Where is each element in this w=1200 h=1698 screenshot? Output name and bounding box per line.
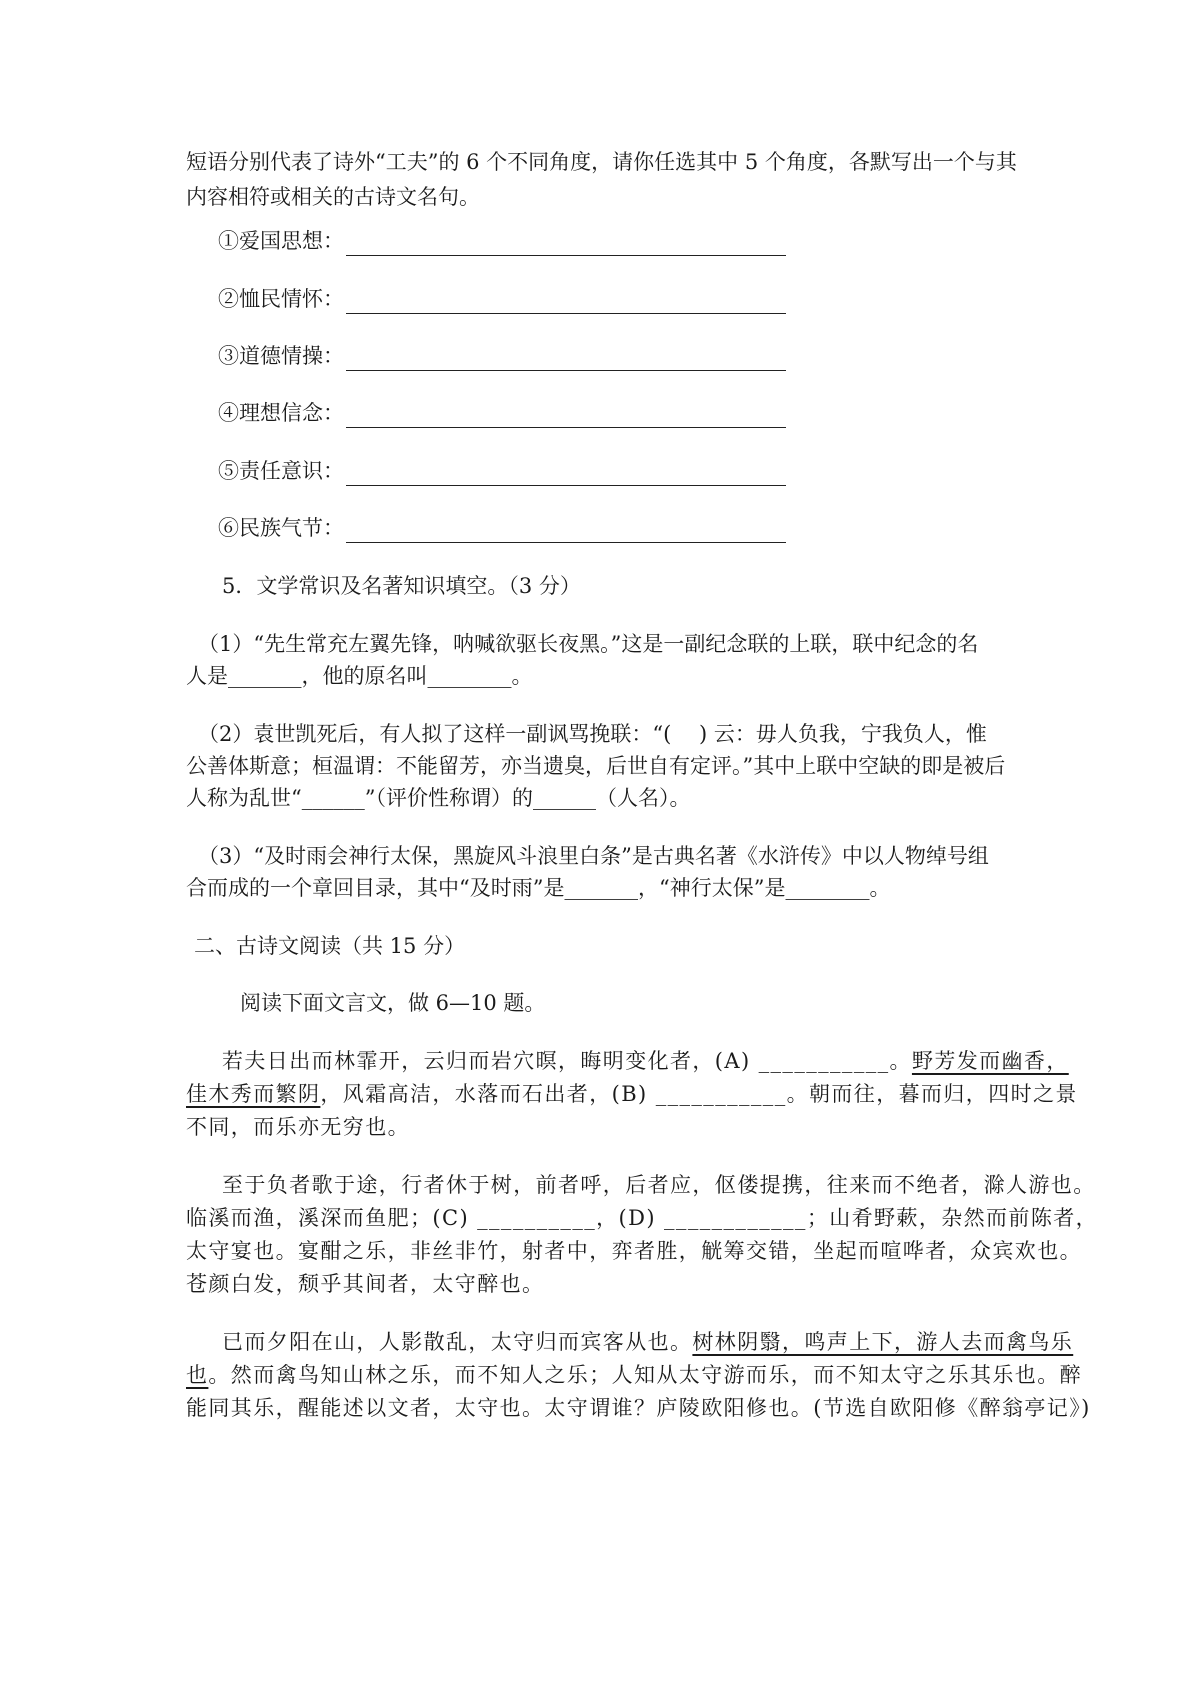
intro-line-2: 内容相符或相关的古诗文名句。 bbox=[186, 185, 480, 209]
passage-para3-line3: 能同其乐，醒能述以文者，太守也。太守谓谁？庐陵欧阳修也。(节选自欧阳修《醉翁亭记》) bbox=[186, 1396, 1091, 1420]
question-5-title: 5．文学常识及名著知识填空。（3 分） bbox=[222, 574, 581, 598]
passage-para2-line1: 至于负者歌于途，行者休于树，前者呼，后者应，伛偻提携，往来而不绝者，滁人游也。 bbox=[222, 1173, 1096, 1197]
passage-para2-line4: 苍颜白发，颓乎其间者，太守醉也。 bbox=[186, 1272, 545, 1296]
passage-para1-line3: 不同，而乐亦无穷也。 bbox=[186, 1115, 410, 1139]
section-2-heading: 二、古诗文阅读（共 15 分） bbox=[194, 934, 466, 958]
fill-item-compassion bbox=[218, 284, 786, 314]
passage-para3-line2 bbox=[186, 1360, 1082, 1390]
q5-part2-line3: 人称为乱世“______”（评价性称谓）的______（人名）。 bbox=[186, 786, 691, 810]
fill-item-label: ②恤民情怀： bbox=[218, 287, 344, 311]
answer-blank[interactable] bbox=[346, 520, 786, 543]
fill-item-ideals bbox=[218, 398, 786, 428]
q5-part1-line2: 人是_______，他的原名叫________。 bbox=[186, 664, 533, 688]
passage-para1-line2 bbox=[186, 1079, 1078, 1109]
passage-para1-line1 bbox=[222, 1046, 1069, 1076]
answer-blank[interactable] bbox=[346, 405, 786, 428]
underlined-text: 也 bbox=[186, 1363, 209, 1387]
fill-item-label: ①爱国思想： bbox=[218, 229, 344, 253]
fill-item-integrity bbox=[218, 513, 786, 543]
underlined-text: 野芳发而幽香， bbox=[911, 1049, 1069, 1073]
q5-part2-line2: 公善体斯意；桓温谓：不能留芳，亦当遗臭，后世自有定评。”其中上联中空缺的即是被后 bbox=[186, 754, 1006, 778]
fill-item-morality bbox=[218, 341, 786, 371]
fill-item-label: ③道德情操： bbox=[218, 344, 344, 368]
passage-text: 若夫日出而林霏开，云归而岩穴暝，晦明变化者，(A) ___________。 bbox=[222, 1049, 912, 1073]
q5-part3-line1: （3）“及时雨会神行太保，黑旋风斗浪里白条”是古典名著《水浒传》中以人物绰号组 bbox=[198, 844, 989, 868]
answer-blank[interactable] bbox=[346, 348, 786, 371]
underlined-text: 佳木秀而繁阴 bbox=[186, 1082, 321, 1106]
answer-blank[interactable] bbox=[346, 291, 786, 314]
passage-para3-line1 bbox=[222, 1327, 1073, 1357]
passage-text: 。然而禽鸟知山林之乐，而不知人之乐；人知从太守游而乐，而不知太守之乐其乐也。醉 bbox=[208, 1363, 1083, 1387]
passage-text: 已而夕阳在山，人影散乱，太守归而宾客从也。 bbox=[222, 1330, 693, 1354]
passage-para2-line2: 临溪而渔，溪深而鱼肥；(C) __________，(D) ____________；山肴野蔌，杂然而前陈者， bbox=[186, 1206, 1099, 1230]
fill-item-label: ④理想信念： bbox=[218, 401, 344, 425]
passage-para2-line3: 太守宴也。宴酣之乐，非丝非竹，射者中，弈者胜，觥筹交错，坐起而喧哗者，众宾欢也。 bbox=[186, 1239, 1082, 1263]
q5-part3-line2: 合而成的一个章回目录，其中“及时雨”是_______，“神行太保”是________。 bbox=[186, 876, 891, 900]
fill-item-label: ⑤责任意识： bbox=[218, 459, 344, 483]
answer-blank[interactable] bbox=[346, 463, 786, 486]
q5-part2-line1: （2）袁世凯死后，有人拟了这样一副讽骂挽联：“( ) 云：毋人负我，宁我负人，惟 bbox=[198, 722, 987, 746]
q5-part1-line1: （1）“先生常充左翼先锋，呐喊欲驱长夜黑。”这是一副纪念联的上联，联中纪念的名 bbox=[198, 632, 979, 656]
intro-line-1: 短语分别代表了诗外“工夫”的 6 个不同角度，请你任选其中 5 个角度，各默写出一个与其 bbox=[186, 150, 1017, 174]
section-2-instruction: 阅读下面文言文，做 6—10 题。 bbox=[240, 991, 546, 1015]
fill-item-patriotism bbox=[218, 226, 786, 256]
answer-blank[interactable] bbox=[346, 233, 786, 256]
underlined-text: 树林阴翳，鸣声上下，游人去而禽鸟乐 bbox=[692, 1330, 1074, 1354]
fill-item-responsibility bbox=[218, 456, 786, 486]
passage-text: ，风霜高洁，水落而石出者，(B) ___________。朝而往，暮而归，四时之景 bbox=[320, 1082, 1078, 1106]
fill-item-label: ⑥民族气节： bbox=[218, 516, 344, 540]
